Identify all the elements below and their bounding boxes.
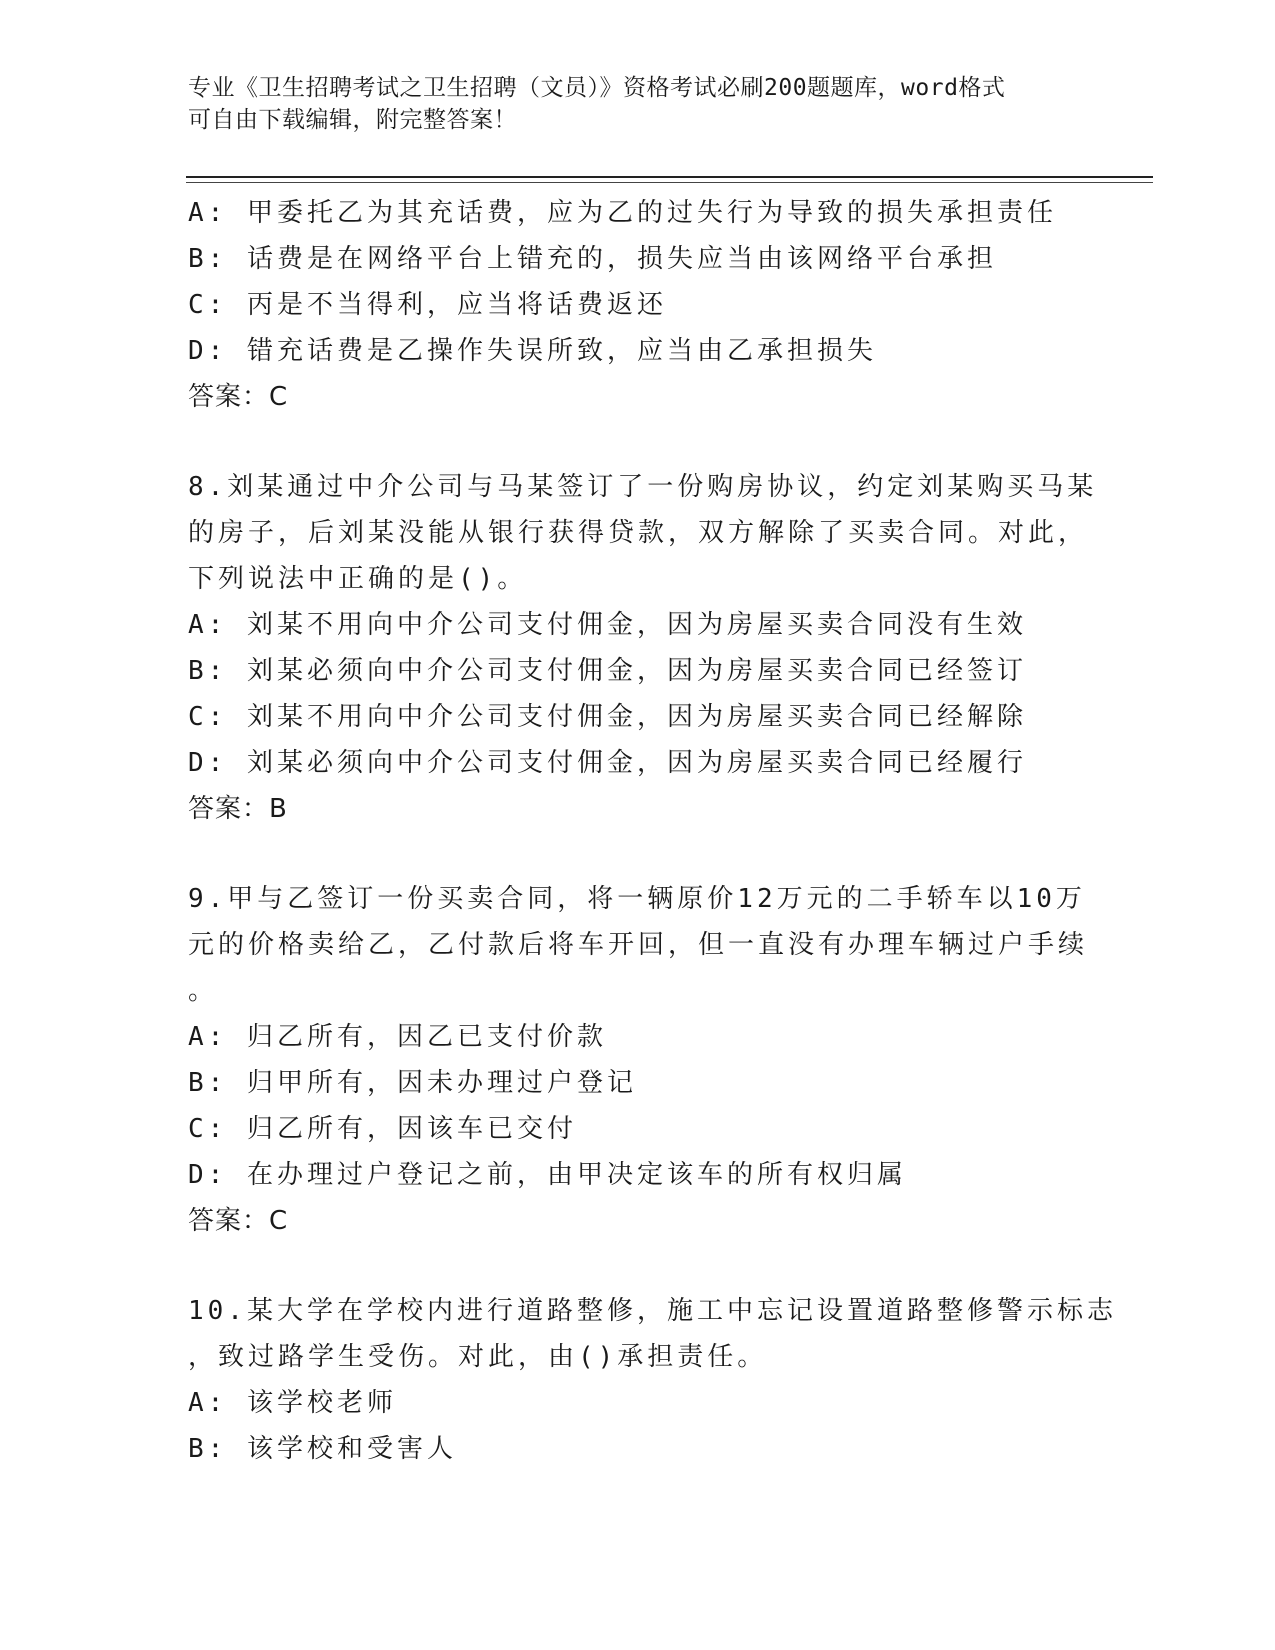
option-b: B: 话费是在网络平台上错充的，损失应当由该网络平台承担 (188, 244, 997, 274)
question-gap (188, 420, 1088, 464)
option-d: D: 错充话费是乙操作失误所致，应当由乙承担损失 (188, 336, 877, 366)
option-b: B: 刘某必须向中介公司支付佣金，因为房屋买卖合同已经签订 (188, 656, 1027, 686)
question-8 (188, 464, 1098, 832)
option-d: D: 刘某必须向中介公司支付佣金，因为房屋买卖合同已经履行 (188, 748, 1027, 778)
option-a: A: 该学校老师 (188, 1388, 397, 1418)
option-c: C: 归乙所有，因该车已交付 (188, 1114, 577, 1144)
option-b: B: 该学校和受害人 (188, 1434, 457, 1464)
header-rule-thin (186, 182, 1153, 183)
header-rule-thick (186, 176, 1153, 178)
option-d: D: 在办理过户登记之前，由甲决定该车的所有权归属 (188, 1160, 907, 1190)
option-a: A: 归乙所有，因乙已支付价款 (188, 1022, 607, 1052)
question-list (188, 190, 1117, 1472)
question-stem-line: 下列说法中正确的是()。 (188, 564, 528, 594)
question-stem-line: 10.某大学在学校内进行道路整修，施工中忘记设置道路整修警示标志 (188, 1296, 1117, 1326)
question-7 (188, 190, 1088, 420)
question-stem-line: 8.刘某通过中介公司与马某签订了一份购房协议，约定刘某购买马某 (188, 472, 1098, 502)
option-c: C: 丙是不当得利，应当将话费返还 (188, 290, 667, 320)
answer: 答案：B (188, 794, 288, 824)
question-stem-line: 的房子，后刘某没能从银行获得贷款，双方解除了买卖合同。对此， (188, 518, 1089, 548)
answer: 答案：C (188, 1206, 289, 1236)
option-c: C: 刘某不用向中介公司支付佣金，因为房屋买卖合同已经解除 (188, 702, 1027, 732)
question-stem-line: 9.甲与乙签订一份买卖合同，将一辆原价12万元的二手轿车以10万 (188, 884, 1086, 914)
question-stem-line: 。 (188, 976, 219, 1006)
option-a: A: 刘某不用向中介公司支付佣金，因为房屋买卖合同没有生效 (188, 610, 1027, 640)
question-9 (188, 876, 1088, 1244)
option-a: A: 甲委托乙为其充话费，应为乙的过失行为导致的损失承担责任 (188, 198, 1057, 228)
document-header (188, 72, 1068, 136)
question-stem-line: 元的价格卖给乙，乙付款后将车开回，但一直没有办理车辆过户手续 (188, 930, 1089, 960)
question-10 (188, 1288, 1117, 1472)
answer: 答案：C (188, 382, 289, 412)
question-gap (188, 1244, 1088, 1288)
question-stem-line: ，致过路学生受伤。对此，由()承担责任。 (188, 1342, 768, 1372)
option-b: B: 归甲所有，因未办理过户登记 (188, 1068, 637, 1098)
header-line-1: 专业《卫生招聘考试之卫生招聘（文员）》资格考试必刷200题题库，word格式 (188, 75, 1006, 101)
header-line-2: 可自由下载编辑，附完整答案！ (188, 107, 517, 133)
question-gap (188, 832, 1088, 876)
